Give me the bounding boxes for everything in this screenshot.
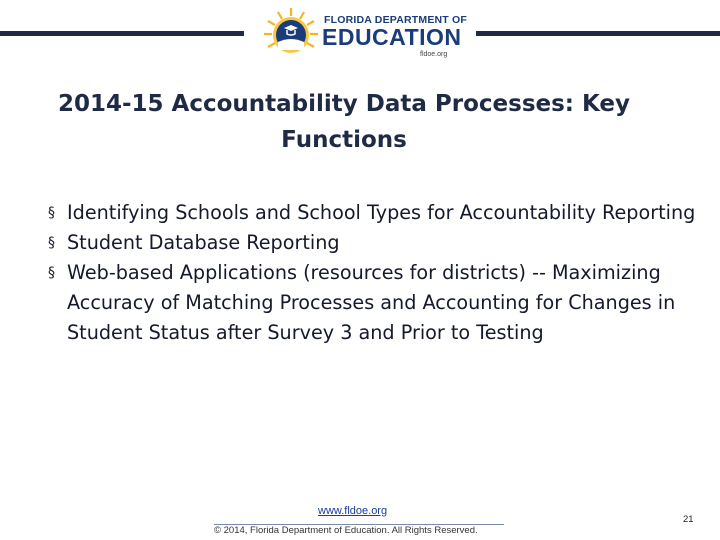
- logo-line2: EDUCATION: [322, 24, 462, 50]
- bullet-marker-icon: §: [48, 205, 55, 221]
- bullet-item: [45, 198, 705, 228]
- logo-line1: FLORIDA DEPARTMENT OF: [324, 14, 468, 26]
- bullet-marker-icon: §: [48, 235, 55, 251]
- bullet-text: Web-based Applications (resources for districts) -- Maximizing Accuracy of Matching Processes and Accounting for Changes in Student Status after Survey 3 and Prior to Testing: [67, 261, 676, 344]
- bullet-text: Student Database Reporting: [67, 231, 340, 254]
- bullet-item: [45, 258, 705, 348]
- slide-title: 2014-15 Accountability Data Processes: Key Functions: [57, 91, 631, 153]
- logo-url: fldoe.org: [420, 51, 448, 58]
- header-rule-right: [476, 31, 720, 36]
- footer-website-link[interactable]: www.fldoe.org: [318, 505, 388, 517]
- footer-copyright: © 2014, Florida Department of Education. All Rights Reserved.: [214, 525, 478, 536]
- header-rule-left: [0, 31, 244, 36]
- bullet-item: [45, 228, 705, 258]
- page-number: 21: [683, 514, 694, 525]
- bullet-text: Identifying Schools and School Types for Accountability Reporting: [67, 201, 696, 224]
- bullet-marker-icon: §: [48, 265, 55, 281]
- sun-emblem-icon: [262, 6, 320, 64]
- fldoe-logo: [262, 6, 468, 64]
- bullet-list: [45, 198, 705, 348]
